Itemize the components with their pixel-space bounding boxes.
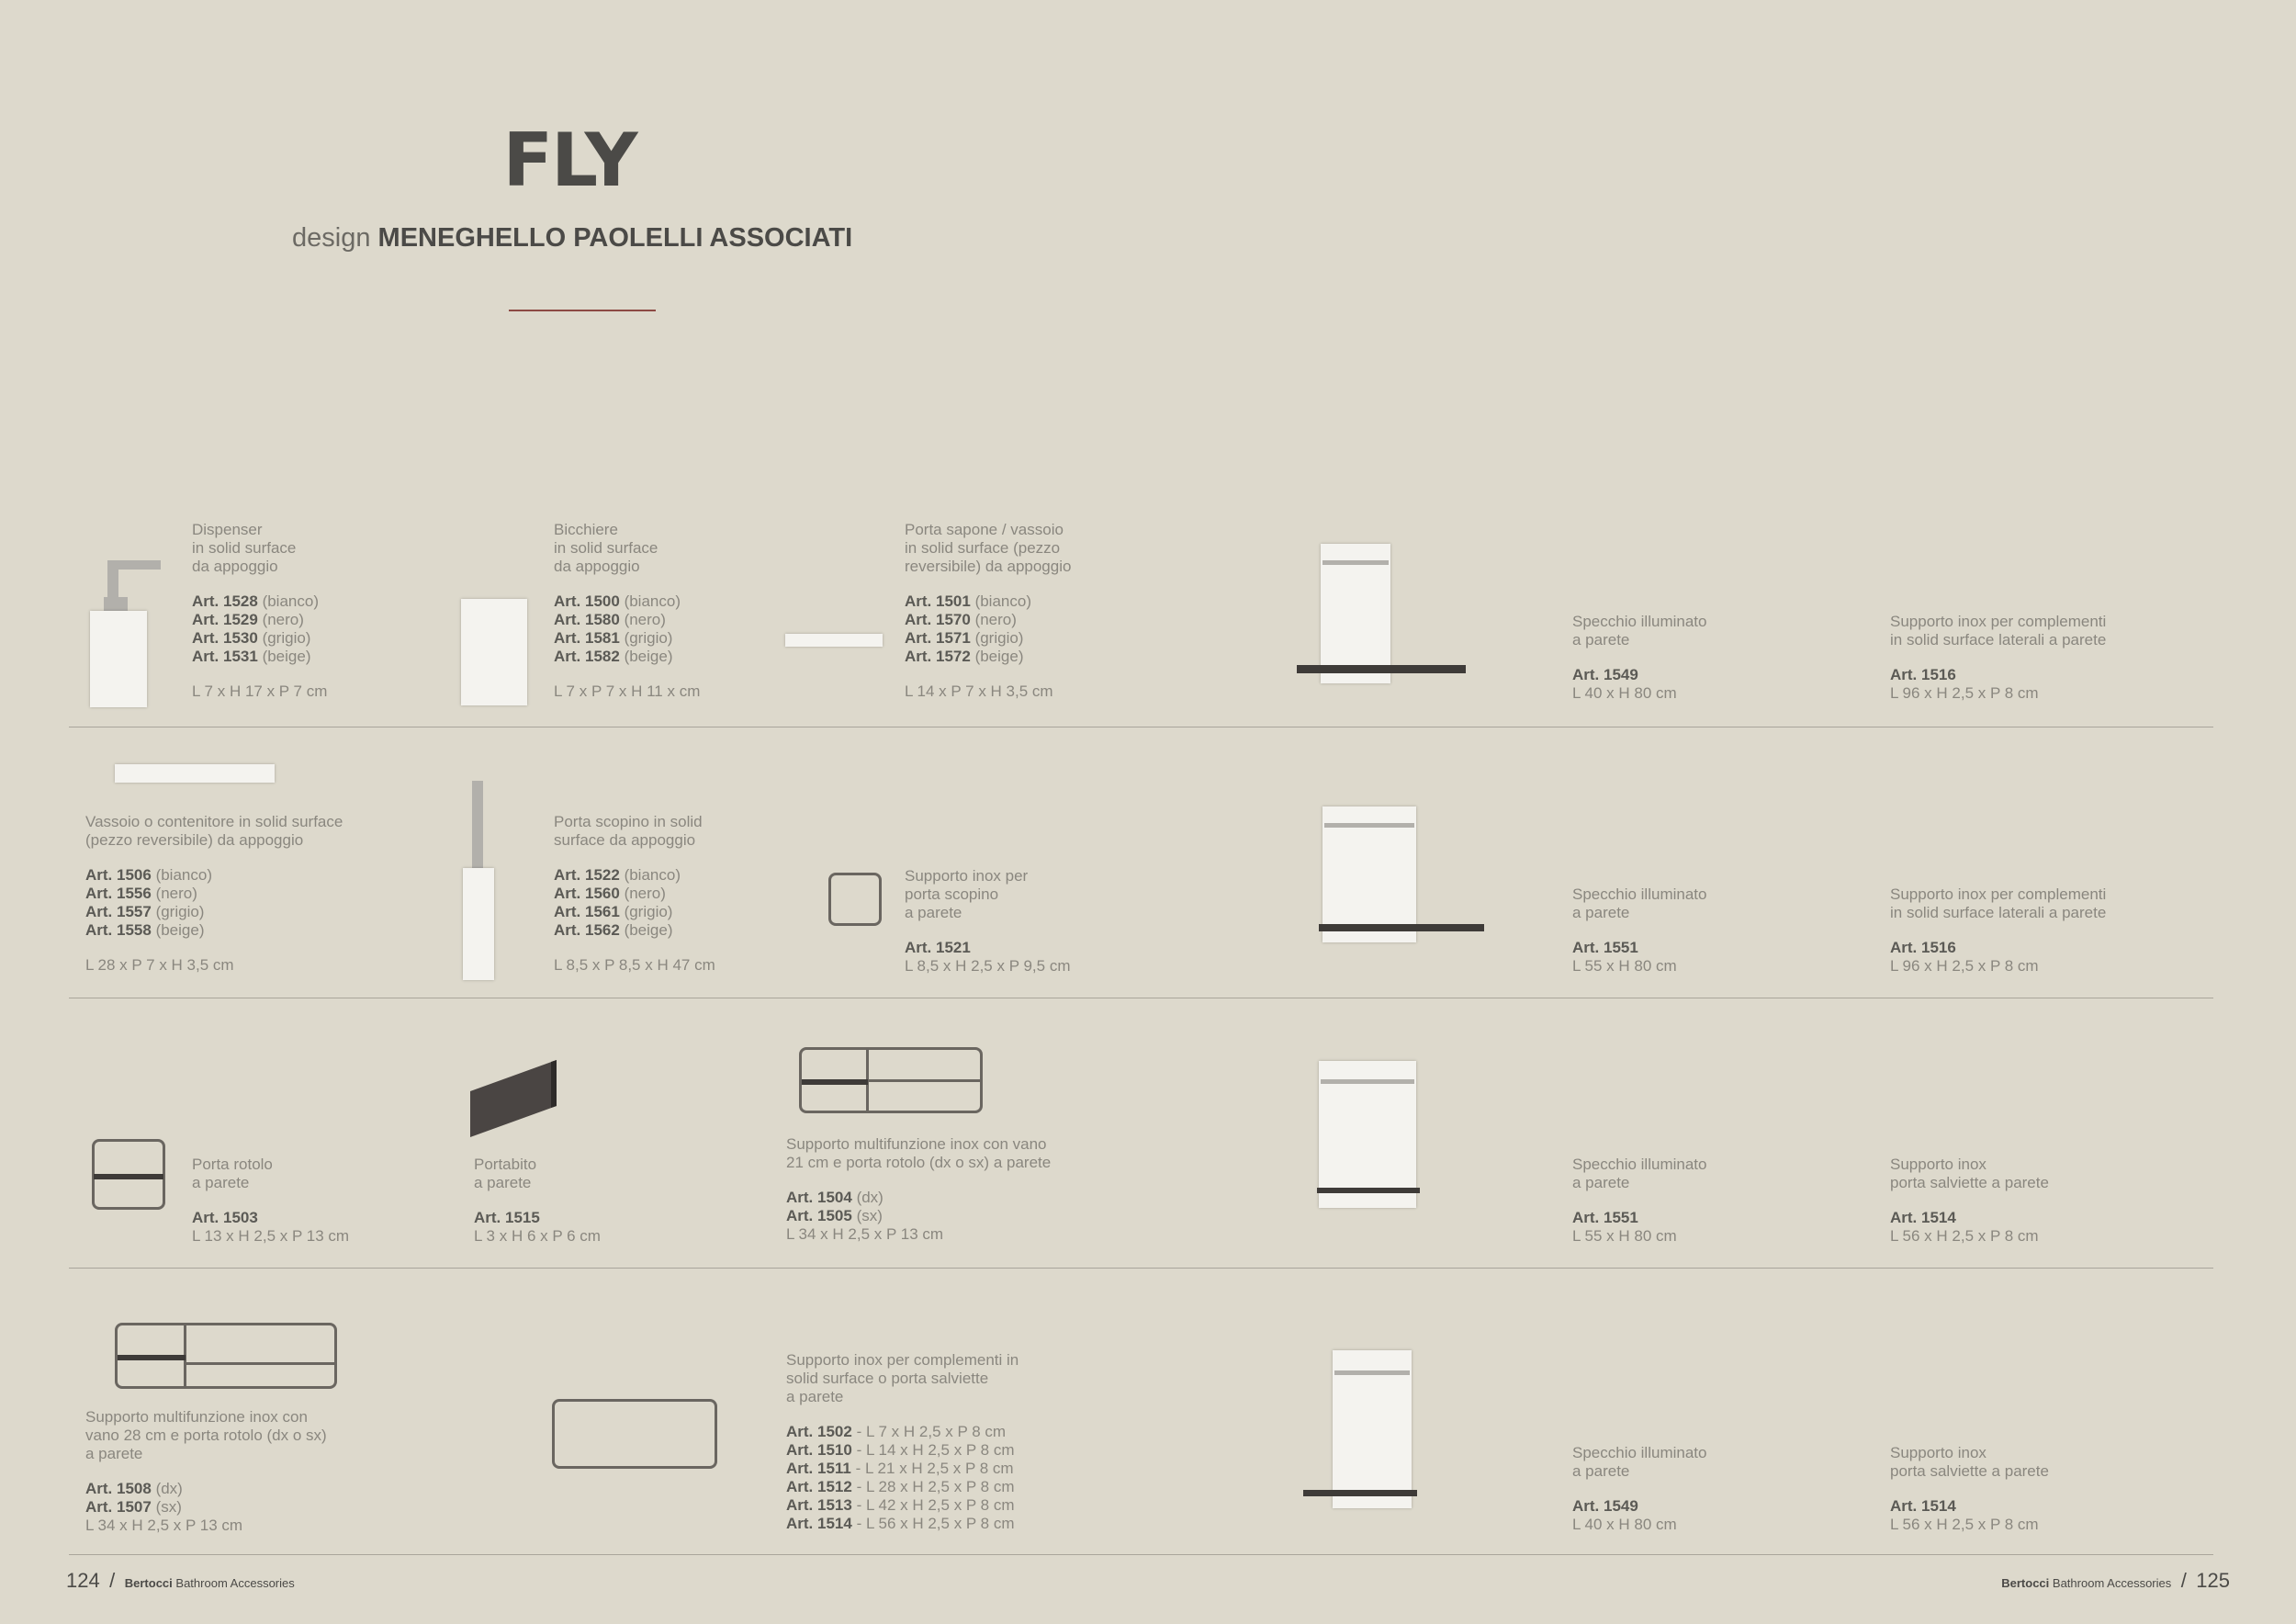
desc-line: Supporto multifunzione inox con vano bbox=[786, 1135, 1047, 1153]
article-line: Art. 1549 bbox=[1572, 1497, 1638, 1515]
product-r4c3 bbox=[786, 1351, 1019, 1533]
product-r4c4 bbox=[1572, 1444, 1706, 1534]
product-r3c3 bbox=[786, 1135, 1051, 1244]
dimensions: L 7 x P 7 x H 11 x cm bbox=[554, 682, 701, 700]
footer-brand: Bertocci Bathroom Accessories bbox=[2001, 1576, 2172, 1590]
desc-line: Specchio illuminato bbox=[1572, 613, 1707, 630]
desc-line: (pezzo reversibile) da appoggio bbox=[85, 831, 304, 849]
article-line: Art. 1561 (grigio) bbox=[554, 903, 673, 920]
desc-line: 21 cm e porta rotolo (dx o sx) a parete bbox=[786, 1154, 1052, 1171]
dimensions: L 40 x H 80 cm bbox=[1572, 684, 1677, 702]
dimensions: L 34 x H 2,5 x P 13 cm bbox=[85, 1517, 243, 1534]
desc-line: a parete bbox=[1572, 631, 1630, 648]
dimensions: L 7 x H 17 x P 7 cm bbox=[192, 682, 328, 700]
article-line: Art. 1558 (beige) bbox=[85, 921, 205, 939]
page-title: FLY bbox=[502, 118, 636, 203]
footer-left bbox=[66, 1569, 295, 1593]
article-line: Art. 1510 - L 14 x H 2,5 x P 8 cm bbox=[786, 1441, 1015, 1459]
desc-line: a parete bbox=[786, 1388, 844, 1405]
multifunction-support-illustration bbox=[115, 1323, 337, 1389]
dimensions: L 56 x H 2,5 x P 8 cm bbox=[1890, 1516, 2039, 1533]
desc-line: reversibile) da appoggio bbox=[905, 558, 1072, 575]
product-r1c1 bbox=[192, 521, 327, 701]
article-line: Art. 1516 bbox=[1890, 939, 1956, 956]
title-divider bbox=[509, 310, 656, 311]
article-line: Art. 1503 bbox=[192, 1209, 258, 1226]
desc-line: Supporto inox per complementi bbox=[1890, 613, 2107, 630]
desc-line: Supporto multifunzione inox con bbox=[85, 1408, 308, 1426]
product-r4c5 bbox=[1890, 1444, 2049, 1534]
article-line: Art. 1530 (grigio) bbox=[192, 629, 311, 647]
desc-line: a parete bbox=[905, 904, 962, 921]
page-number: 125 bbox=[2196, 1569, 2230, 1592]
desc-line: a parete bbox=[1572, 904, 1630, 921]
article-line: Art. 1556 (nero) bbox=[85, 885, 197, 902]
row-divider bbox=[69, 1554, 2213, 1555]
toilet-brush-illustration bbox=[459, 781, 501, 983]
article-line: Art. 1581 (grigio) bbox=[554, 629, 673, 647]
article-line: Art. 1506 (bianco) bbox=[85, 866, 212, 884]
article-line: Art. 1514 bbox=[1890, 1209, 1956, 1226]
desc-line: a parete bbox=[192, 1174, 250, 1191]
desc-line: porta salviette a parete bbox=[1890, 1174, 2049, 1191]
row-divider bbox=[69, 1268, 2213, 1269]
desc-line: porta salviette a parete bbox=[1890, 1462, 2049, 1480]
designer-line bbox=[292, 223, 852, 254]
product-r3c2 bbox=[474, 1156, 601, 1246]
article-line: Art. 1513 - L 42 x H 2,5 x P 8 cm bbox=[786, 1496, 1015, 1514]
product-r3c1 bbox=[192, 1156, 349, 1246]
multifunction-support-illustration bbox=[799, 1047, 983, 1113]
dimensions: L 56 x H 2,5 x P 8 cm bbox=[1890, 1227, 2039, 1245]
product-r3c4 bbox=[1572, 1156, 1706, 1246]
page-separator: / bbox=[109, 1569, 116, 1592]
desc-line: Bicchiere bbox=[554, 521, 618, 538]
dimensions: L 13 x H 2,5 x P 13 cm bbox=[192, 1227, 350, 1245]
footer-brand: Bertocci Bathroom Accessories bbox=[124, 1576, 295, 1590]
desc-line: Supporto inox per complementi in bbox=[786, 1351, 1019, 1369]
article-line: Art. 1521 bbox=[905, 939, 971, 956]
desc-line: a parete bbox=[474, 1174, 532, 1191]
article-line: Art. 1502 - L 7 x H 2,5 x P 8 cm bbox=[786, 1423, 1007, 1440]
mirror-illustration bbox=[1300, 1350, 1428, 1511]
article-line: Art. 1514 bbox=[1890, 1497, 1956, 1515]
desc-line: Dispenser bbox=[192, 521, 263, 538]
article-line: Art. 1560 (nero) bbox=[554, 885, 666, 902]
desc-line: Specchio illuminato bbox=[1572, 1156, 1707, 1173]
product-r1c3 bbox=[905, 521, 1071, 701]
roll-holder-illustration bbox=[92, 1139, 165, 1210]
desc-line: da appoggio bbox=[554, 558, 640, 575]
product-r1c4 bbox=[1572, 613, 1706, 703]
desc-line: surface da appoggio bbox=[554, 831, 696, 849]
desc-line: a parete bbox=[1572, 1174, 1630, 1191]
article-line: Art. 1562 (beige) bbox=[554, 921, 673, 939]
glass-illustration bbox=[461, 599, 527, 705]
article-line: Art. 1508 (dx) bbox=[85, 1480, 183, 1497]
article-line: Art. 1580 (nero) bbox=[554, 611, 666, 628]
article-line: Art. 1522 (bianco) bbox=[554, 866, 681, 884]
desc-line: Specchio illuminato bbox=[1572, 885, 1707, 903]
dimensions: L 96 x H 2,5 x P 8 cm bbox=[1890, 684, 2039, 702]
desc-line: a parete bbox=[1572, 1462, 1630, 1480]
desc-line: Specchio illuminato bbox=[1572, 1444, 1707, 1461]
article-line: Art. 1528 (bianco) bbox=[192, 592, 319, 610]
article-line: Art. 1504 (dx) bbox=[786, 1189, 884, 1206]
article-line: Art. 1549 bbox=[1572, 666, 1638, 683]
desc-line: Supporto inox bbox=[1890, 1156, 1986, 1173]
desc-line: in solid surface laterali a parete bbox=[1890, 631, 2107, 648]
desc-line: vano 28 cm e porta rotolo (dx o sx) bbox=[85, 1427, 327, 1444]
mirror-illustration bbox=[1295, 544, 1469, 686]
article-line: Art. 1570 (nero) bbox=[905, 611, 1017, 628]
desc-line: Supporto inox per bbox=[905, 867, 1029, 885]
desc-line: Portabito bbox=[474, 1156, 537, 1173]
desc-line: porta scopino bbox=[905, 885, 999, 903]
dimensions: L 55 x H 80 cm bbox=[1572, 957, 1677, 975]
desc-line: a parete bbox=[85, 1445, 143, 1462]
article-line: Art. 1551 bbox=[1572, 1209, 1638, 1226]
page-separator: / bbox=[2180, 1569, 2187, 1592]
product-r1c5 bbox=[1890, 613, 2106, 703]
desc-line: da appoggio bbox=[192, 558, 278, 575]
product-r2c1 bbox=[85, 813, 343, 975]
dimensions: L 34 x H 2,5 x P 13 cm bbox=[786, 1225, 944, 1243]
article-line: Art. 1531 (beige) bbox=[192, 648, 311, 665]
desc-line: Porta rotolo bbox=[192, 1156, 273, 1173]
article-line: Art. 1507 (sx) bbox=[85, 1498, 182, 1516]
article-line: Art. 1557 (grigio) bbox=[85, 903, 205, 920]
article-line: Art. 1501 (bianco) bbox=[905, 592, 1031, 610]
mirror-illustration bbox=[1313, 806, 1488, 944]
article-line: Art. 1551 bbox=[1572, 939, 1638, 956]
wall-support-illustration bbox=[552, 1399, 717, 1469]
desc-line: in solid surface bbox=[192, 539, 297, 557]
soap-dish-illustration bbox=[785, 634, 883, 647]
hook-illustration bbox=[467, 1058, 558, 1139]
product-r2c5 bbox=[1890, 885, 2106, 976]
dimensions: L 8,5 x H 2,5 x P 9,5 cm bbox=[905, 957, 1071, 975]
footer-right bbox=[2001, 1569, 2230, 1593]
desc-line: Vassoio o contenitore in solid surface bbox=[85, 813, 343, 830]
dimensions: L 8,5 x P 8,5 x H 47 cm bbox=[554, 956, 715, 974]
mirror-illustration bbox=[1313, 1061, 1424, 1212]
article-line: Art. 1529 (nero) bbox=[192, 611, 304, 628]
dimensions: L 96 x H 2,5 x P 8 cm bbox=[1890, 957, 2039, 975]
article-line: Art. 1512 - L 28 x H 2,5 x P 8 cm bbox=[786, 1478, 1015, 1495]
product-r4c1 bbox=[85, 1408, 327, 1535]
article-line: Art. 1515 bbox=[474, 1209, 540, 1226]
product-r2c3 bbox=[905, 867, 1070, 976]
desc-line: Porta sapone / vassoio bbox=[905, 521, 1064, 538]
tray-illustration bbox=[115, 764, 275, 783]
designer-name: MENEGHELLO PAOLELLI ASSOCIATI bbox=[377, 223, 853, 253]
product-r1c2 bbox=[554, 521, 700, 701]
desc-line: Porta scopino in solid bbox=[554, 813, 703, 830]
desc-line: in solid surface laterali a parete bbox=[1890, 904, 2107, 921]
dispenser-illustration bbox=[87, 560, 170, 707]
product-r3c5 bbox=[1890, 1156, 2049, 1246]
dimensions: L 14 x P 7 x H 3,5 cm bbox=[905, 682, 1053, 700]
desc-line: Supporto inox per complementi bbox=[1890, 885, 2107, 903]
product-r2c4 bbox=[1572, 885, 1706, 976]
article-line: Art. 1516 bbox=[1890, 666, 1956, 683]
dimensions: L 55 x H 80 cm bbox=[1572, 1227, 1677, 1245]
article-line: Art. 1572 (beige) bbox=[905, 648, 1024, 665]
design-prefix: design bbox=[292, 223, 371, 253]
desc-line: solid surface o porta salviette bbox=[786, 1370, 989, 1387]
article-line: Art. 1571 (grigio) bbox=[905, 629, 1024, 647]
desc-line: in solid surface (pezzo bbox=[905, 539, 1061, 557]
product-r2c2 bbox=[554, 813, 715, 975]
article-line: Art. 1514 - L 56 x H 2,5 x P 8 cm bbox=[786, 1515, 1015, 1532]
article-line: Art. 1505 (sx) bbox=[786, 1207, 883, 1224]
brush-support-illustration bbox=[828, 873, 882, 926]
article-line: Art. 1500 (bianco) bbox=[554, 592, 681, 610]
article-line: Art. 1582 (beige) bbox=[554, 648, 673, 665]
dimensions: L 40 x H 80 cm bbox=[1572, 1516, 1677, 1533]
article-line: Art. 1511 - L 21 x H 2,5 x P 8 cm bbox=[786, 1460, 1014, 1477]
dimensions: L 3 x H 6 x P 6 cm bbox=[474, 1227, 601, 1245]
dimensions: L 28 x P 7 x H 3,5 cm bbox=[85, 956, 234, 974]
page-number: 124 bbox=[66, 1569, 100, 1592]
desc-line: in solid surface bbox=[554, 539, 658, 557]
desc-line: Supporto inox bbox=[1890, 1444, 1986, 1461]
